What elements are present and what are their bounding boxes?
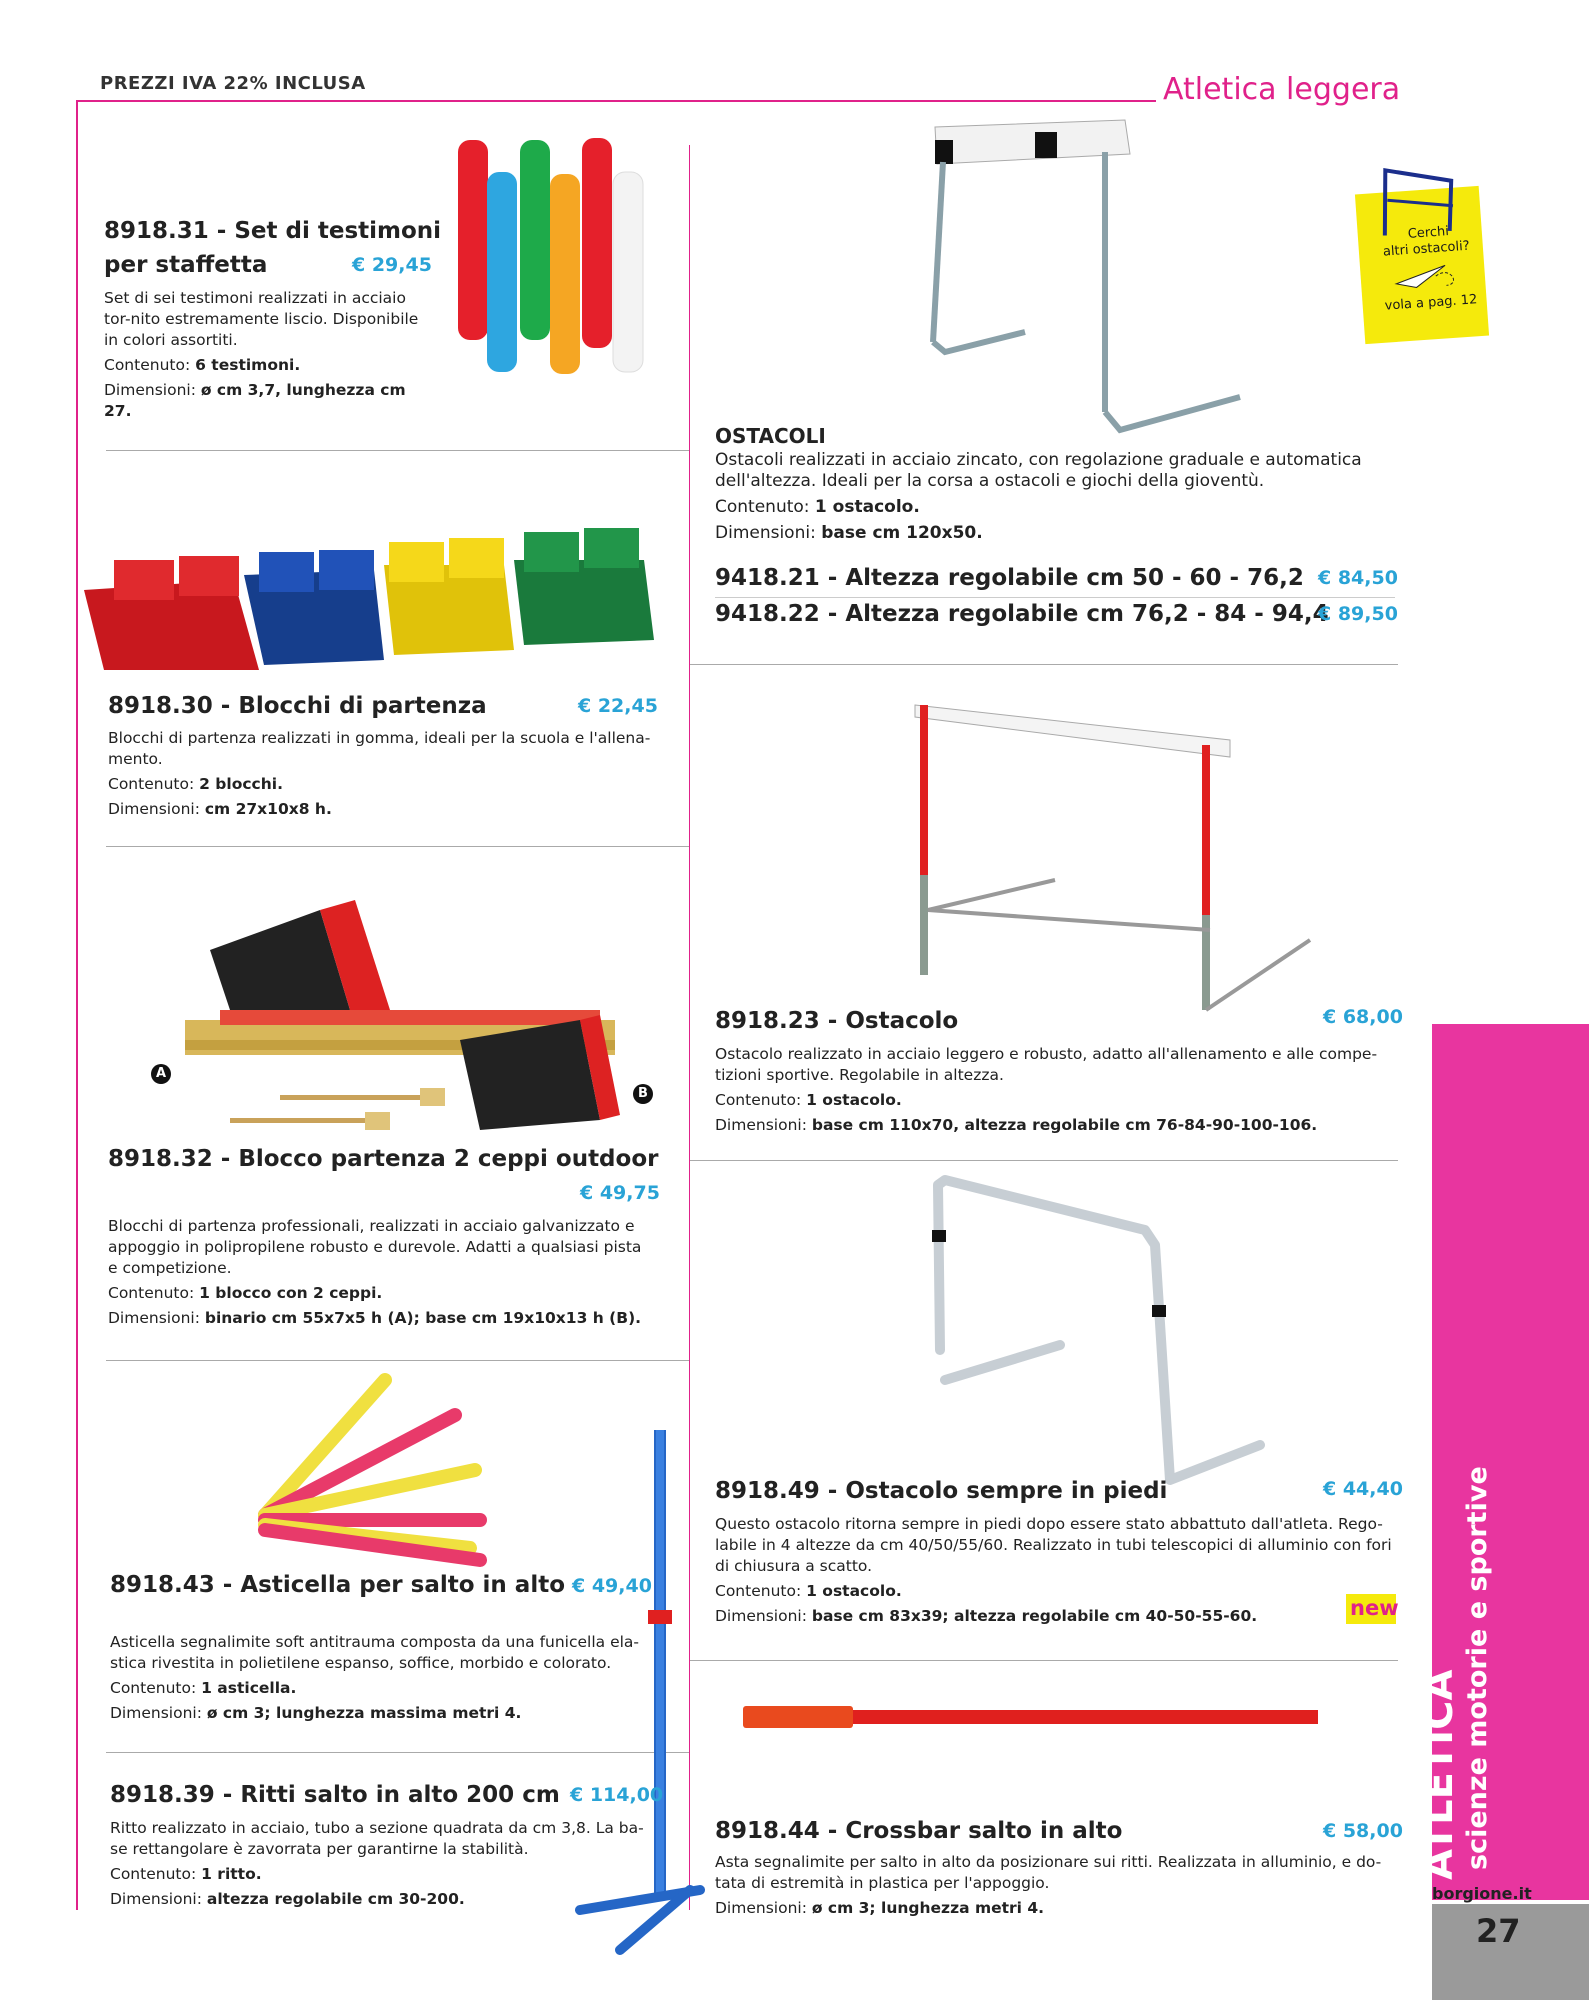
product-title: 8918.39 - Ritti salto in alto 200 cm bbox=[110, 1782, 560, 1808]
product-description: Blocchi di partenza professionali, realizzati in acciaio galvanizzato e appoggio in polipropilene robusto e durevole. Adatti a qualsiasi pista e competizione. Contenuto: 1 blocco con 2 ceppi. Dimensioni: binario cm 55x7x5 h (A); base cm 19x10x13 h (B). bbox=[108, 1217, 642, 1327]
self-standing-hurdle-image bbox=[920, 1170, 1280, 1500]
new-badge: new bbox=[1346, 1594, 1396, 1624]
product-description: Questo ostacolo ritorna sempre in piedi dopo essere stato abbattuto dall'atleta. Rego-labile in 4 altezze da cm 40/50/55/60. Realizzato in tubi telescopici di alluminio con fori di chiusura a scatto. Contenuto: 1 ostacolo. Dimensioni: base cm 83x39; altezza regolabile cm 40-50-55-60. bbox=[715, 1515, 1392, 1625]
product-price: € 22,45 bbox=[578, 695, 658, 717]
product-price: € 114,00 bbox=[570, 1784, 664, 1806]
note-line1: Cerchi bbox=[1407, 224, 1450, 242]
divider bbox=[690, 1660, 1398, 1661]
product-price: € 58,00 bbox=[1323, 1820, 1403, 1842]
crossbar-image bbox=[735, 1698, 1335, 1738]
product-price: € 49,75 bbox=[580, 1182, 660, 1204]
variant-price: € 89,50 bbox=[1318, 603, 1398, 625]
product-price: € 44,40 bbox=[1323, 1478, 1403, 1500]
divider bbox=[715, 597, 1395, 598]
product-code: 8918.43 bbox=[110, 1572, 215, 1598]
relay-batons-image bbox=[450, 130, 660, 430]
variant-title: 9418.21 - Altezza regolabile cm 50 - 60 - 76,2 bbox=[715, 565, 1304, 591]
sticky-note bbox=[1355, 186, 1489, 344]
product-code: 8918.23 bbox=[715, 1008, 820, 1034]
product-title: 8918.30 - Blocchi di partenza bbox=[108, 693, 487, 719]
variant-price: € 84,50 bbox=[1318, 567, 1398, 589]
product-code: 8918.31 bbox=[104, 218, 209, 244]
product-description: Ritto realizzato in acciaio, tubo a sezione quadrata da cm 3,8. La ba-se rettangolare è zavorrata per garantirne la stabilità. Contenuto: 1 ritto. Dimensioni: altezza regolabile cm 30-200. bbox=[110, 1819, 644, 1908]
left-border bbox=[76, 100, 78, 1910]
hurdle-galvanized-image bbox=[895, 112, 1245, 442]
product-code: 8918.32 bbox=[108, 1146, 213, 1172]
product-title-line2: per staffetta bbox=[104, 252, 268, 278]
price-note: PREZZI IVA 22% INCLUSA bbox=[100, 73, 366, 94]
sidebar-label bbox=[1416, 1466, 1493, 1880]
product-code: 9418.22 bbox=[715, 601, 820, 627]
section-heading: OSTACOLI bbox=[715, 424, 826, 448]
divider bbox=[690, 1160, 1398, 1161]
divider bbox=[106, 846, 689, 847]
product-code: 8918.44 bbox=[715, 1818, 820, 1844]
product-price: € 29,45 bbox=[352, 254, 432, 276]
starting-blocks-image bbox=[84, 520, 684, 680]
soft-crossbar-image bbox=[240, 1370, 500, 1570]
product-title: 8918.49 - Ostacolo sempre in piedi bbox=[715, 1478, 1168, 1504]
product-price: € 49,40 bbox=[572, 1575, 652, 1597]
product-title: 8918.43 - Asticella per salto in alto bbox=[110, 1572, 566, 1598]
sidebar-category: ATLETICA bbox=[1416, 1669, 1462, 1880]
hurdle-red-white-image bbox=[910, 695, 1320, 1025]
note-line3: vola a pag. 12 bbox=[1384, 292, 1478, 314]
sidebar-subcategory: scienze motorie e sportive bbox=[1462, 1466, 1493, 1870]
paper-plane-icon bbox=[1390, 259, 1462, 294]
website: borgione.it bbox=[1432, 1884, 1532, 1903]
divider bbox=[690, 664, 1398, 665]
variant-title: 9418.22 - Altezza regolabile cm 76,2 - 84 - 94,4 bbox=[715, 601, 1329, 627]
divider bbox=[106, 1360, 689, 1361]
product-description: Ostacoli realizzati in acciaio zincato, con regolazione graduale e automatica dell'altezza. Ideali per la corsa a ostacoli e giochi della gioventù. Contenuto: 1 ostacolo. Dimensioni: base cm 120x50. bbox=[715, 450, 1362, 543]
product-description: Ostacolo realizzato in acciaio leggero e robusto, adatto all'allenamento e alle compe-tizioni sportive. Regolabile in altezza. Contenuto: 1 ostacolo. Dimensioni: base cm 110x70, altezza regolabile cm 76-84-90-100-106. bbox=[715, 1045, 1378, 1134]
product-code: 8918.49 bbox=[715, 1478, 820, 1504]
product-title: 8918.23 - Ostacolo bbox=[715, 1008, 959, 1034]
product-code: 9418.21 bbox=[715, 565, 820, 591]
product-title: 8918.44 - Crossbar salto in alto bbox=[715, 1818, 1123, 1844]
section-title: Atletica leggera bbox=[1163, 72, 1401, 107]
marker-a: A bbox=[151, 1064, 171, 1084]
product-title: 8918.32 - Blocco partenza 2 ceppi outdoor bbox=[108, 1146, 659, 1172]
page-number: 27 bbox=[1476, 1912, 1521, 1950]
marker-b: B bbox=[633, 1084, 653, 1104]
product-description: Set di sei testimoni realizzati in acciaio tor-nito estremamente liscio. Disponibile in colori assortiti. Contenuto: 6 testimoni. Dimensioni: ø cm 3,7, lunghezza cm 27. bbox=[104, 289, 419, 420]
note-line2: altri ostacoli? bbox=[1382, 238, 1471, 260]
product-description: Asticella segnalimite soft antitrauma composta da una funicella ela-stica rivestita in polietilene espanso, soffice, morbido e colorato. Contenuto: 1 asticella. Dimensioni: ø cm 3; lunghezza massima metri 4. bbox=[110, 1633, 640, 1722]
product-price: € 68,00 bbox=[1323, 1006, 1403, 1028]
product-description: Blocchi di partenza realizzati in gomma, ideali per la scuola e l'allena-mento. Contenuto: 2 blocchi. Dimensioni: cm 27x10x8 h. bbox=[108, 729, 651, 818]
product-code: 8918.39 bbox=[110, 1782, 215, 1808]
divider bbox=[106, 450, 689, 451]
starting-block-outdoor-image bbox=[180, 890, 630, 1140]
product-code: 8918.30 bbox=[108, 693, 213, 719]
product-description: Asta segnalimite per salto in alto da posizionare sui ritti. Realizzata in alluminio, e do-tata di estremità in plastica per l'appoggio. Dimensioni: ø cm 3; lunghezza metri 4. bbox=[715, 1853, 1382, 1917]
product-title: 8918.31 - Set di testimoni bbox=[104, 218, 442, 244]
header-rule bbox=[76, 100, 1156, 102]
